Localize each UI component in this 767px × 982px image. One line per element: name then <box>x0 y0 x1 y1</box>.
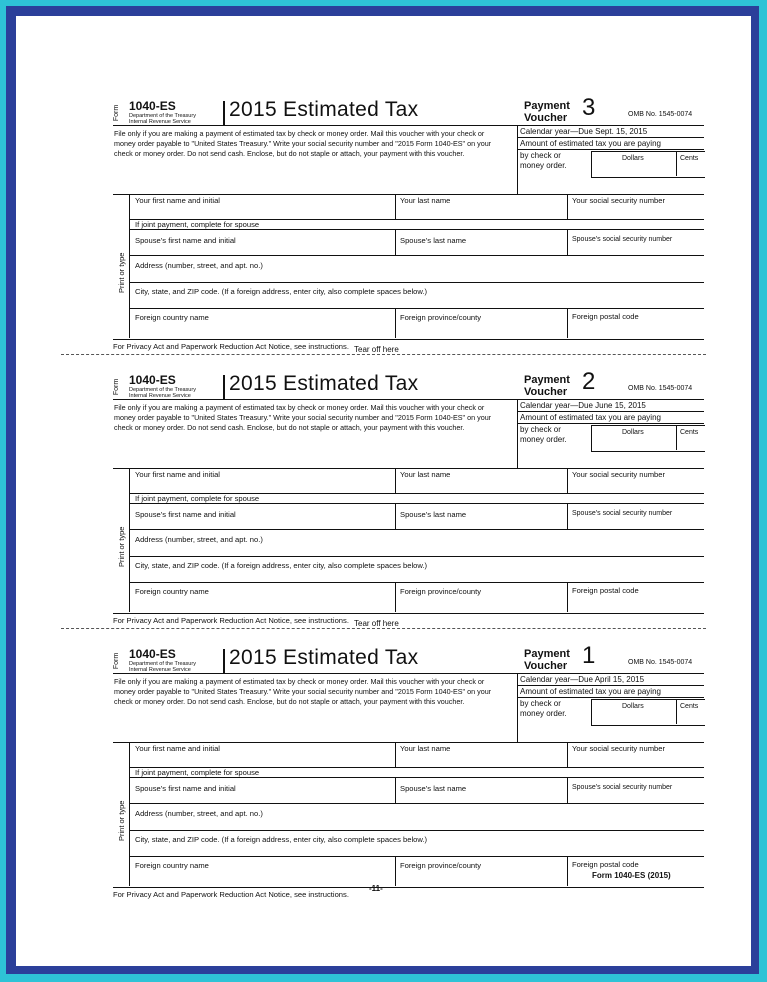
tear-line-2 <box>61 628 706 629</box>
footer-form-ref: Form 1040-ES (2015) <box>592 871 671 880</box>
calendar-rule <box>517 137 704 138</box>
col-rule-b <box>567 468 568 493</box>
tear-label-2: Tear off here <box>354 619 399 628</box>
cents-label: Cents <box>680 155 699 162</box>
row-rule-5 <box>129 308 704 309</box>
spouse-ssn-field[interactable]: Spouse’s social security number <box>572 784 673 791</box>
amount-label: Amount of estimated tax you are paying <box>520 687 661 696</box>
dept-line-2: Internal Revenue Service <box>129 667 191 673</box>
payment-label-line-2: Voucher <box>524 386 568 398</box>
last-name-field[interactable]: Your last name <box>400 744 451 753</box>
joint-payment-label: If joint payment, complete for spouse <box>135 768 260 777</box>
row-rule-2 <box>129 777 704 778</box>
dept-line-2: Internal Revenue Service <box>129 119 191 125</box>
spouse-ssn-field[interactable]: Spouse’s social security number <box>572 510 673 517</box>
dollars-label: Dollars <box>622 155 644 162</box>
form-number: 1040-ES <box>129 99 176 113</box>
payment-voucher-label <box>524 100 570 124</box>
col-rule-a <box>395 194 396 219</box>
privacy-notice: For Privacy Act and Paperwork Reduction Act Notice, see instructions. <box>113 616 349 625</box>
form-word: Form <box>113 378 120 396</box>
row-rule-5 <box>129 582 704 583</box>
dollars-label: Dollars <box>622 429 644 436</box>
voucher-title: 2015 Estimated Tax <box>229 646 419 669</box>
col-rule-f <box>567 308 568 338</box>
spouse-first-name-field[interactable]: Spouse’s first name and initial <box>135 236 236 245</box>
amount-rule <box>517 697 704 698</box>
header-divider <box>223 649 225 673</box>
address-field[interactable]: Address (number, street, and apt. no.) <box>135 535 263 544</box>
payment-label-line-2: Voucher <box>524 112 568 124</box>
omb-number: OMB No. 1545-0074 <box>628 659 693 666</box>
city-field[interactable]: City, state, and ZIP code. (If a foreign address, enter city, also complete spaces below.) <box>135 561 428 570</box>
foreign-country-field[interactable]: Foreign country name <box>135 587 209 596</box>
spouse-last-name-field[interactable]: Spouse’s last name <box>400 784 467 793</box>
cents-label: Cents <box>680 703 699 710</box>
ssn-field[interactable]: Your social security number <box>572 196 665 205</box>
voucher-title: 2015 Estimated Tax <box>229 98 419 121</box>
col-rule-a <box>395 742 396 767</box>
dept-line-2: Internal Revenue Service <box>129 393 191 399</box>
voucher-instructions: File only if you are making a payment of estimated tax by check or money order. Mail this voucher with your check or money order payable to "United States Treasury." Write your social security number and "2015 Form 1040-ES" on your check or money order. Do not send cash. Enclose, but do not staple or attach, your payment with this voucher. <box>114 677 492 706</box>
tear-line-1 <box>61 354 706 355</box>
foreign-country-field[interactable]: Foreign country name <box>135 313 209 322</box>
last-name-field[interactable]: Your last name <box>400 470 451 479</box>
amount-rule <box>517 423 704 424</box>
row-rule-3 <box>129 529 704 530</box>
spouse-last-name-field[interactable]: Spouse’s last name <box>400 510 467 519</box>
by-check-line-1: by check or <box>520 425 561 434</box>
foreign-postal-field[interactable]: Foreign postal code <box>572 586 639 595</box>
omb-number: OMB No. 1545-0074 <box>628 385 693 392</box>
form-number: 1040-ES <box>129 647 176 661</box>
row-rule-2 <box>129 229 704 230</box>
row-rule-4 <box>129 830 704 831</box>
col-rule-c <box>395 777 396 803</box>
by-check-line-2: money order. <box>520 709 567 718</box>
foreign-province-field[interactable]: Foreign province/county <box>400 313 482 322</box>
omb-number: OMB No. 1545-0074 <box>628 111 693 118</box>
col-rule-b <box>567 742 568 767</box>
payment-label-line-1: Payment <box>524 648 570 660</box>
payment-label-line-2: Voucher <box>524 660 568 672</box>
calendar-rule <box>517 411 704 412</box>
col-rule-e <box>395 582 396 612</box>
first-name-field[interactable]: Your first name and initial <box>135 196 220 205</box>
ssn-field[interactable]: Your social security number <box>572 744 665 753</box>
header-divider <box>223 101 225 125</box>
calendar-year-label: Calendar year—Due June 15, 2015 <box>520 401 646 410</box>
form-number: 1040-ES <box>129 373 176 387</box>
header-divider <box>223 375 225 399</box>
spouse-first-name-field[interactable]: Spouse’s first name and initial <box>135 784 236 793</box>
payment-voucher-label <box>524 648 570 672</box>
payment-label-line-1: Payment <box>524 374 570 386</box>
privacy-notice: For Privacy Act and Paperwork Reduction Act Notice, see instructions. <box>113 342 349 351</box>
amount-label: Amount of estimated tax you are paying <box>520 139 661 148</box>
foreign-province-field[interactable]: Foreign province/county <box>400 861 482 870</box>
payment-voucher-label <box>524 374 570 398</box>
voucher-number: 2 <box>582 368 596 395</box>
col-rule-f <box>567 582 568 612</box>
form-word: Form <box>113 652 120 670</box>
tear-label-1: Tear off here <box>354 345 399 354</box>
by-check-line-2: money order. <box>520 435 567 444</box>
city-field[interactable]: City, state, and ZIP code. (If a foreign address, enter city, also complete spaces below.) <box>135 287 428 296</box>
payment-label-line-1: Payment <box>524 100 570 112</box>
row-rule-5 <box>129 856 704 857</box>
joint-payment-label: If joint payment, complete for spouse <box>135 220 260 229</box>
row-rule-3 <box>129 803 704 804</box>
address-field[interactable]: Address (number, street, and apt. no.) <box>135 809 263 818</box>
calendar-rule <box>517 685 704 686</box>
col-rule-c <box>395 503 396 529</box>
by-check-line-2: money order. <box>520 161 567 170</box>
address-field[interactable]: Address (number, street, and apt. no.) <box>135 261 263 270</box>
col-rule-f <box>567 856 568 886</box>
voucher-number: 1 <box>582 642 596 669</box>
col-rule-d <box>567 777 568 803</box>
voucher-instructions: File only if you are making a payment of estimated tax by check or money order. Mail this voucher with your check or money order payable to "United States Treasury." Write your social security number and "2015 Form 1040-ES" on your check or money order. Do not send cash. Enclose, but do not staple or attach, your payment with this voucher. <box>114 129 492 158</box>
privacy-notice: For Privacy Act and Paperwork Reduction Act Notice, see instructions. <box>113 890 349 899</box>
by-check-line-1: by check or <box>520 699 561 708</box>
col-rule-c <box>395 229 396 255</box>
row-rule-3 <box>129 255 704 256</box>
first-name-field[interactable]: Your first name and initial <box>135 744 220 753</box>
foreign-postal-field[interactable]: Foreign postal code <box>572 860 639 869</box>
joint-payment-label: If joint payment, complete for spouse <box>135 494 260 503</box>
row-rule-4 <box>129 282 704 283</box>
col-rule-e <box>395 308 396 338</box>
department <box>129 661 196 673</box>
row-rule-4 <box>129 556 704 557</box>
department <box>129 113 196 125</box>
foreign-postal-field[interactable]: Foreign postal code <box>572 312 639 321</box>
spouse-last-name-field[interactable]: Spouse’s last name <box>400 236 467 245</box>
form-word: Form <box>113 104 120 122</box>
print-or-type-label: Print or type <box>117 800 126 841</box>
dollars-label: Dollars <box>622 703 644 710</box>
foreign-country-field[interactable]: Foreign country name <box>135 861 209 870</box>
col-rule-d <box>567 229 568 255</box>
voucher-instructions: File only if you are making a payment of estimated tax by check or money order. Mail this voucher with your check or money order payable to "United States Treasury." Write your social security number and "2015 Form 1040-ES" on your check or money order. Do not send cash. Enclose, but do not staple or attach, your payment with this voucher. <box>114 403 492 432</box>
calendar-year-label: Calendar year—Due April 15, 2015 <box>520 675 645 684</box>
col-rule-a <box>395 468 396 493</box>
voucher-number: 3 <box>582 94 596 121</box>
dept-line-1: Department of the Treasury <box>129 661 196 667</box>
col-rule-e <box>395 856 396 886</box>
col-rule-d <box>567 503 568 529</box>
city-field[interactable]: City, state, and ZIP code. (If a foreign address, enter city, also complete spaces below.) <box>135 835 428 844</box>
ssn-field[interactable]: Your social security number <box>572 470 665 479</box>
row-rule-2 <box>129 503 704 504</box>
amount-label: Amount of estimated tax you are paying <box>520 413 661 422</box>
cents-label: Cents <box>680 429 699 436</box>
print-or-type-label: Print or type <box>117 252 126 293</box>
foreign-province-field[interactable]: Foreign province/county <box>400 587 482 596</box>
amount-rule <box>517 149 704 150</box>
document-page <box>16 16 751 966</box>
calendar-year-label: Calendar year—Due Sept. 15, 2015 <box>520 127 648 136</box>
last-name-field[interactable]: Your last name <box>400 196 451 205</box>
dept-line-1: Department of the Treasury <box>129 387 196 393</box>
first-name-field[interactable]: Your first name and initial <box>135 470 220 479</box>
spouse-first-name-field[interactable]: Spouse’s first name and initial <box>135 510 236 519</box>
print-or-type-label: Print or type <box>117 526 126 567</box>
spouse-ssn-field[interactable]: Spouse’s social security number <box>572 236 673 243</box>
voucher-title: 2015 Estimated Tax <box>229 372 419 395</box>
by-check-line-1: by check or <box>520 151 561 160</box>
voucher-1 <box>16 642 751 899</box>
dept-line-1: Department of the Treasury <box>129 113 196 119</box>
page-number: -11- <box>369 884 383 893</box>
col-rule-b <box>567 194 568 219</box>
department <box>129 387 196 399</box>
